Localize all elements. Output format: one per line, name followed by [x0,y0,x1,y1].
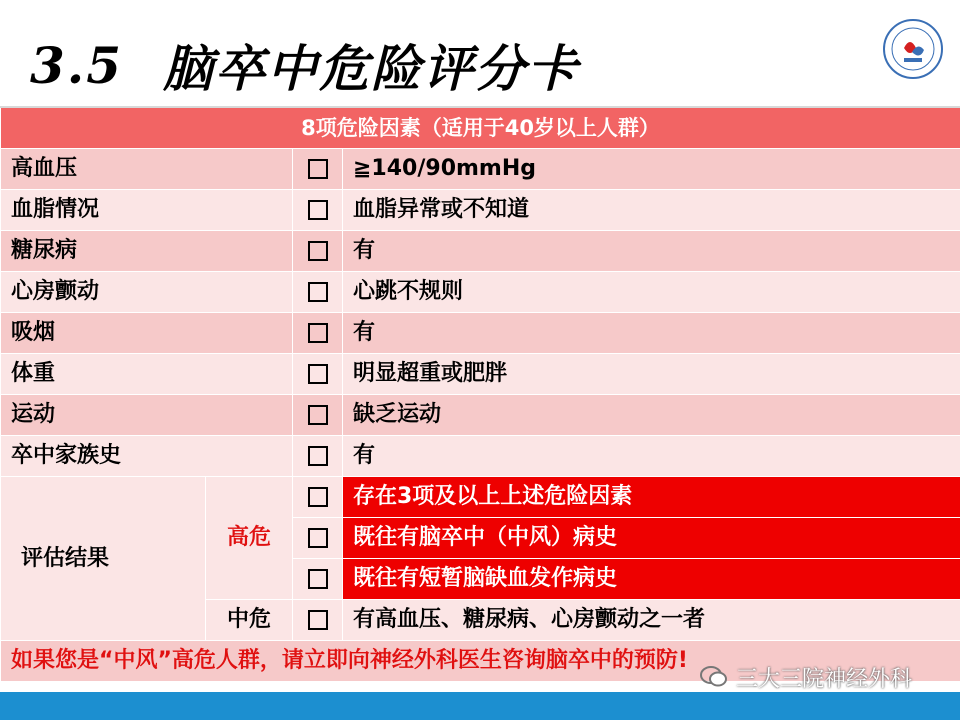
factor-name: 卒中家族史 [1,436,293,477]
checkbox[interactable] [308,528,328,548]
checkbox[interactable] [308,323,328,343]
checkbox[interactable] [308,610,328,630]
checkbox[interactable] [308,200,328,220]
factor-name: 血脂情况 [1,190,293,231]
mid-risk-label: 中危 [206,600,293,641]
factor-name: 吸烟 [1,313,293,354]
checkbox[interactable] [308,282,328,302]
table-row [1,436,960,477]
watermark [700,660,912,694]
factor-name: 体重 [1,354,293,395]
hospital-logo-icon [882,18,944,80]
table-row [1,395,960,436]
risk-score-table [0,106,960,682]
table-row [1,477,960,518]
factor-criterion: 心跳不规则 [343,272,960,313]
checkbox[interactable] [308,446,328,466]
checkbox[interactable] [308,405,328,425]
evaluation-label: 评估结果 [1,477,206,641]
factor-criterion: 缺乏运动 [343,395,960,436]
wechat-icon [700,665,728,689]
table-row [1,313,960,354]
checkbox[interactable] [308,487,328,507]
checkbox[interactable] [308,569,328,589]
checkbox[interactable] [308,159,328,179]
warning-text: 如果您是“中风”高危人群，请立即向神经外科医生咨询脑卒中的预防! [1,641,960,682]
checkbox[interactable] [308,241,328,261]
factor-name: 糖尿病 [1,231,293,272]
high-risk-label: 高危 [206,477,293,600]
high-risk-item: 既往有短暂脑缺血发作病史 [343,559,960,600]
table-row [1,190,960,231]
checkbox[interactable] [308,364,328,384]
factor-name: 运动 [1,395,293,436]
table-row [1,272,960,313]
factor-criterion: 有 [343,313,960,354]
table-row [1,354,960,395]
section-number: 3.5 [30,35,123,95]
mid-risk-item: 有高血压、糖尿病、心房颤动之一者 [343,600,960,641]
factor-criterion: 明显超重或肥胖 [343,354,960,395]
table-row [1,149,960,190]
factor-name: 高血压 [1,149,293,190]
page-title [30,30,579,100]
watermark-text: 三大三院神经外科 [736,666,913,692]
factor-criterion: 有 [343,436,960,477]
table-row [1,231,960,272]
high-risk-item: 既往有脑卒中（中风）病史 [343,518,960,559]
title-text: 脑卒中危险评分卡 [163,39,579,98]
factor-criterion: 有 [343,231,960,272]
high-risk-item: 存在3项及以上上述危险因素 [343,477,960,518]
factor-criterion: 血脂异常或不知道 [343,190,960,231]
bottom-bar [0,692,960,720]
factor-name: 心房颤动 [1,272,293,313]
table-header: 8项危险因素（适用于40岁以上人群） [1,107,960,149]
factor-criterion: ≧140/90mmHg [343,149,960,190]
